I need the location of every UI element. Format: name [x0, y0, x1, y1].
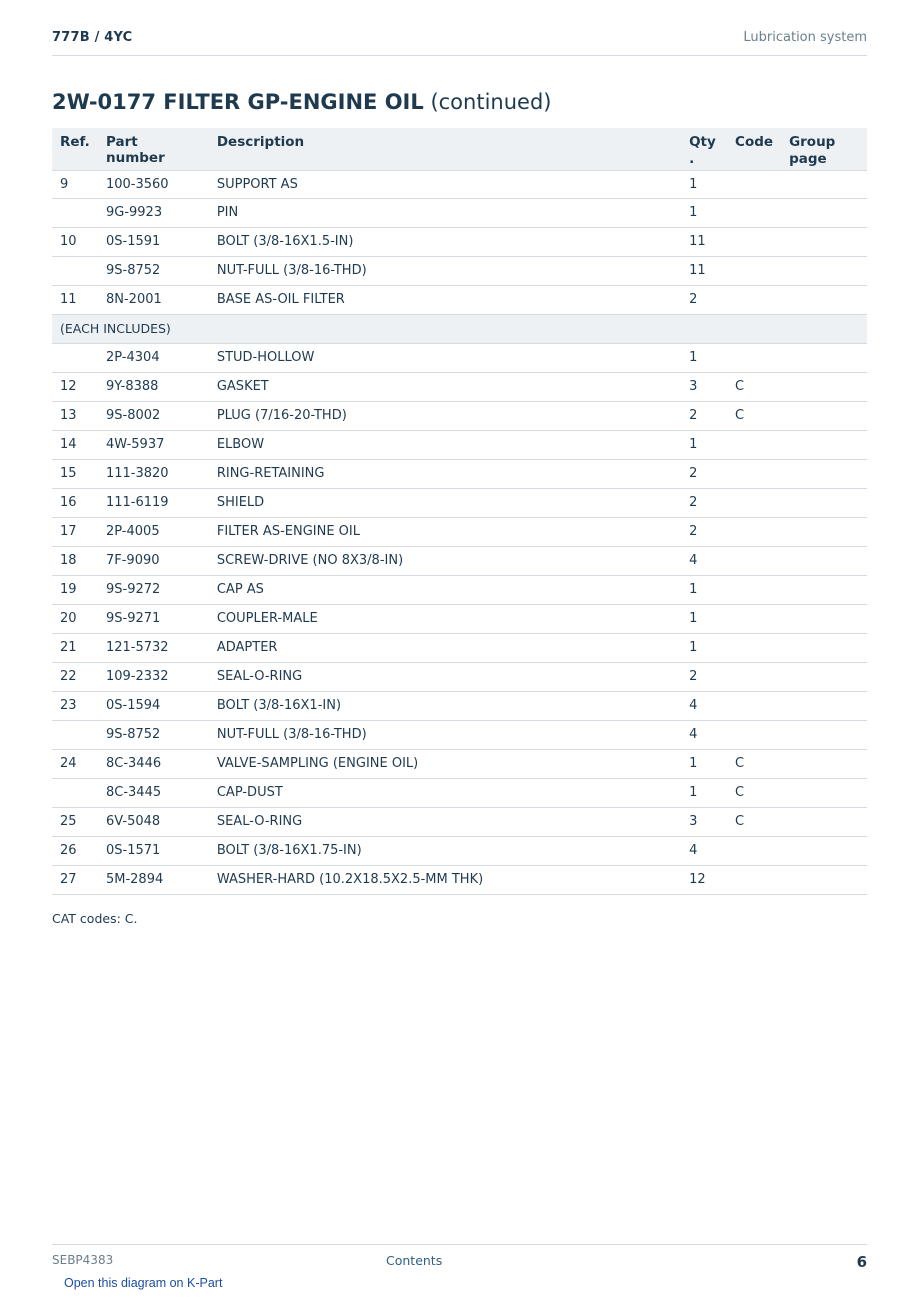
- page-title: [52, 90, 551, 114]
- cell-description: WASHER-HARD (10.2X18.5X2.5-MM THK): [209, 865, 681, 894]
- section-label: (EACH INCLUDES): [52, 314, 867, 343]
- cell-part-number: 2P-4304: [98, 343, 209, 372]
- cell-ref: [52, 198, 98, 227]
- cell-description: BOLT (3/8-16X1-IN): [209, 691, 681, 720]
- cell-ref: [52, 343, 98, 372]
- cell-ref: 12: [52, 372, 98, 401]
- cell-ref: 25: [52, 807, 98, 836]
- title-suffix: (continued): [430, 90, 552, 114]
- cell-code: C: [727, 778, 781, 807]
- cell-ref: 21: [52, 633, 98, 662]
- cell-description: VALVE-SAMPLING (ENGINE OIL): [209, 749, 681, 778]
- cell-part-number: 9S-9271: [98, 604, 209, 633]
- table-row: [52, 865, 867, 894]
- cell-part-number: 0S-1571: [98, 836, 209, 865]
- cell-ref: 17: [52, 517, 98, 546]
- cell-qty: 1: [681, 749, 727, 778]
- table-row: [52, 256, 867, 285]
- cell-description: GASKET: [209, 372, 681, 401]
- cell-ref: 16: [52, 488, 98, 517]
- cell-group-page: [781, 778, 867, 807]
- table-row: [52, 198, 867, 227]
- cell-code: [727, 633, 781, 662]
- cell-group-page: [781, 488, 867, 517]
- cell-part-number: 8C-3445: [98, 778, 209, 807]
- cell-code: C: [727, 401, 781, 430]
- cell-group-page: [781, 575, 867, 604]
- page-header: [52, 28, 867, 56]
- cell-qty: 4: [681, 836, 727, 865]
- cell-part-number: 7F-9090: [98, 546, 209, 575]
- cell-description: COUPLER-MALE: [209, 604, 681, 633]
- section-row: [52, 314, 867, 343]
- cell-code: [727, 546, 781, 575]
- cell-group-page: [781, 285, 867, 314]
- table-row: [52, 807, 867, 836]
- cell-part-number: 2P-4005: [98, 517, 209, 546]
- cell-qty: 1: [681, 633, 727, 662]
- table-row: [52, 285, 867, 314]
- cell-ref: 23: [52, 691, 98, 720]
- column-header-description: Description: [209, 128, 681, 170]
- column-header-qty: Qty .: [681, 128, 727, 170]
- cell-qty: 4: [681, 546, 727, 575]
- table-row: [52, 633, 867, 662]
- cell-qty: 1: [681, 198, 727, 227]
- cell-ref: 24: [52, 749, 98, 778]
- cell-part-number: 6V-5048: [98, 807, 209, 836]
- page-number: 6: [856, 1253, 867, 1271]
- cell-code: [727, 575, 781, 604]
- cell-description: PIN: [209, 198, 681, 227]
- cell-code: [727, 836, 781, 865]
- parts-table-body: [52, 170, 867, 894]
- table-row: [52, 575, 867, 604]
- table-row: [52, 749, 867, 778]
- cell-description: BOLT (3/8-16X1.75-IN): [209, 836, 681, 865]
- document-id: SEBP4383: [52, 1253, 114, 1267]
- cell-code: [727, 517, 781, 546]
- column-header-code: Code: [727, 128, 781, 170]
- cell-qty: 2: [681, 459, 727, 488]
- cell-qty: 11: [681, 256, 727, 285]
- cell-group-page: [781, 372, 867, 401]
- cell-code: [727, 170, 781, 198]
- cell-part-number: 111-3820: [98, 459, 209, 488]
- cell-description: STUD-HOLLOW: [209, 343, 681, 372]
- cell-code: C: [727, 372, 781, 401]
- cell-part-number: 100-3560: [98, 170, 209, 198]
- cell-description: BOLT (3/8-16X1.5-IN): [209, 227, 681, 256]
- cell-ref: 26: [52, 836, 98, 865]
- cell-part-number: 0S-1591: [98, 227, 209, 256]
- cell-qty: 2: [681, 285, 727, 314]
- parts-table: [52, 128, 867, 895]
- cell-qty: 1: [681, 430, 727, 459]
- cell-code: [727, 865, 781, 894]
- table-row: [52, 430, 867, 459]
- cell-group-page: [781, 633, 867, 662]
- cell-qty: 12: [681, 865, 727, 894]
- cell-code: [727, 430, 781, 459]
- table-row: [52, 372, 867, 401]
- cell-group-page: [781, 749, 867, 778]
- cell-description: SCREW-DRIVE (NO 8X3/8-IN): [209, 546, 681, 575]
- model-label: 777B / 4YC: [52, 30, 133, 45]
- cell-group-page: [781, 459, 867, 488]
- cell-ref: 22: [52, 662, 98, 691]
- table-row: [52, 459, 867, 488]
- cell-description: SHIELD: [209, 488, 681, 517]
- cell-ref: [52, 778, 98, 807]
- cell-code: [727, 691, 781, 720]
- cell-description: SEAL-O-RING: [209, 662, 681, 691]
- cell-ref: 9: [52, 170, 98, 198]
- cell-description: FILTER AS-ENGINE OIL: [209, 517, 681, 546]
- cell-group-page: [781, 430, 867, 459]
- cell-group-page: [781, 604, 867, 633]
- cell-part-number: 4W-5937: [98, 430, 209, 459]
- cell-ref: 10: [52, 227, 98, 256]
- cell-code: [727, 459, 781, 488]
- cell-description: ELBOW: [209, 430, 681, 459]
- table-row: [52, 401, 867, 430]
- cell-part-number: 0S-1594: [98, 691, 209, 720]
- cell-qty: 2: [681, 488, 727, 517]
- cell-group-page: [781, 517, 867, 546]
- cell-part-number: 5M-2894: [98, 865, 209, 894]
- cell-qty: 2: [681, 401, 727, 430]
- cell-group-page: [781, 343, 867, 372]
- cell-code: [727, 604, 781, 633]
- table-row: [52, 227, 867, 256]
- cell-ref: 11: [52, 285, 98, 314]
- cell-part-number: 8N-2001: [98, 285, 209, 314]
- cell-part-number: 9S-9272: [98, 575, 209, 604]
- cell-group-page: [781, 546, 867, 575]
- cell-part-number: 9S-8752: [98, 720, 209, 749]
- column-header-group-page: Group page: [781, 128, 867, 170]
- cell-part-number: 9G-9923: [98, 198, 209, 227]
- cell-part-number: 9S-8752: [98, 256, 209, 285]
- cell-description: NUT-FULL (3/8-16-THD): [209, 256, 681, 285]
- section-label: Lubrication system: [743, 30, 867, 45]
- cell-code: [727, 662, 781, 691]
- cell-code: [727, 488, 781, 517]
- cell-qty: 4: [681, 691, 727, 720]
- cell-description: CAP-DUST: [209, 778, 681, 807]
- cat-codes-note: CAT codes: C.: [52, 911, 138, 926]
- cell-code: [727, 285, 781, 314]
- cell-part-number: 8C-3446: [98, 749, 209, 778]
- cell-code: C: [727, 807, 781, 836]
- cell-description: NUT-FULL (3/8-16-THD): [209, 720, 681, 749]
- cell-qty: 1: [681, 170, 727, 198]
- cell-qty: 1: [681, 575, 727, 604]
- cell-code: [727, 343, 781, 372]
- cell-qty: 1: [681, 604, 727, 633]
- table-row: [52, 170, 867, 198]
- cell-group-page: [781, 198, 867, 227]
- cell-qty: 3: [681, 372, 727, 401]
- column-header-ref: Ref.: [52, 128, 98, 170]
- table-row: [52, 343, 867, 372]
- cell-group-page: [781, 170, 867, 198]
- cell-description: PLUG (7/16-20-THD): [209, 401, 681, 430]
- cell-qty: 11: [681, 227, 727, 256]
- table-row: [52, 488, 867, 517]
- cell-ref: [52, 256, 98, 285]
- cell-ref: 27: [52, 865, 98, 894]
- cell-code: [727, 198, 781, 227]
- cell-ref: 14: [52, 430, 98, 459]
- cell-description: RING-RETAINING: [209, 459, 681, 488]
- table-row: [52, 720, 867, 749]
- cell-ref: [52, 720, 98, 749]
- cell-description: SUPPORT AS: [209, 170, 681, 198]
- cell-part-number: 9S-8002: [98, 401, 209, 430]
- cell-description: SEAL-O-RING: [209, 807, 681, 836]
- cell-group-page: [781, 720, 867, 749]
- table-row: [52, 517, 867, 546]
- table-row: [52, 836, 867, 865]
- cell-group-page: [781, 836, 867, 865]
- table-row: [52, 691, 867, 720]
- cell-ref: 20: [52, 604, 98, 633]
- cell-qty: 1: [681, 778, 727, 807]
- cell-code: [727, 256, 781, 285]
- cell-code: [727, 227, 781, 256]
- table-row: [52, 662, 867, 691]
- cell-group-page: [781, 227, 867, 256]
- cell-code: [727, 720, 781, 749]
- table-row: [52, 778, 867, 807]
- cell-qty: 2: [681, 517, 727, 546]
- contents-link[interactable]: Contents: [386, 1253, 443, 1268]
- cell-ref: 13: [52, 401, 98, 430]
- title-group-name: 2W-0177 FILTER GP-ENGINE OIL: [52, 90, 424, 114]
- page-footer: [52, 1244, 867, 1275]
- cell-part-number: 121-5732: [98, 633, 209, 662]
- cell-group-page: [781, 662, 867, 691]
- table-header-row: [52, 128, 867, 170]
- cell-description: ADAPTER: [209, 633, 681, 662]
- cell-qty: 3: [681, 807, 727, 836]
- cell-description: BASE AS-OIL FILTER: [209, 285, 681, 314]
- cell-part-number: 109-2332: [98, 662, 209, 691]
- kpart-diagram-link[interactable]: Open this diagram on K-Part: [64, 1276, 223, 1290]
- table-row: [52, 604, 867, 633]
- cell-group-page: [781, 401, 867, 430]
- cell-group-page: [781, 256, 867, 285]
- cell-qty: 2: [681, 662, 727, 691]
- cell-ref: 15: [52, 459, 98, 488]
- cell-part-number: 9Y-8388: [98, 372, 209, 401]
- cell-ref: 19: [52, 575, 98, 604]
- cell-part-number: 111-6119: [98, 488, 209, 517]
- column-header-part-number: Part number: [98, 128, 209, 170]
- cell-group-page: [781, 807, 867, 836]
- cell-ref: 18: [52, 546, 98, 575]
- cell-code: C: [727, 749, 781, 778]
- cell-group-page: [781, 691, 867, 720]
- cell-group-page: [781, 865, 867, 894]
- table-row: [52, 546, 867, 575]
- cell-qty: 4: [681, 720, 727, 749]
- cell-description: CAP AS: [209, 575, 681, 604]
- cell-qty: 1: [681, 343, 727, 372]
